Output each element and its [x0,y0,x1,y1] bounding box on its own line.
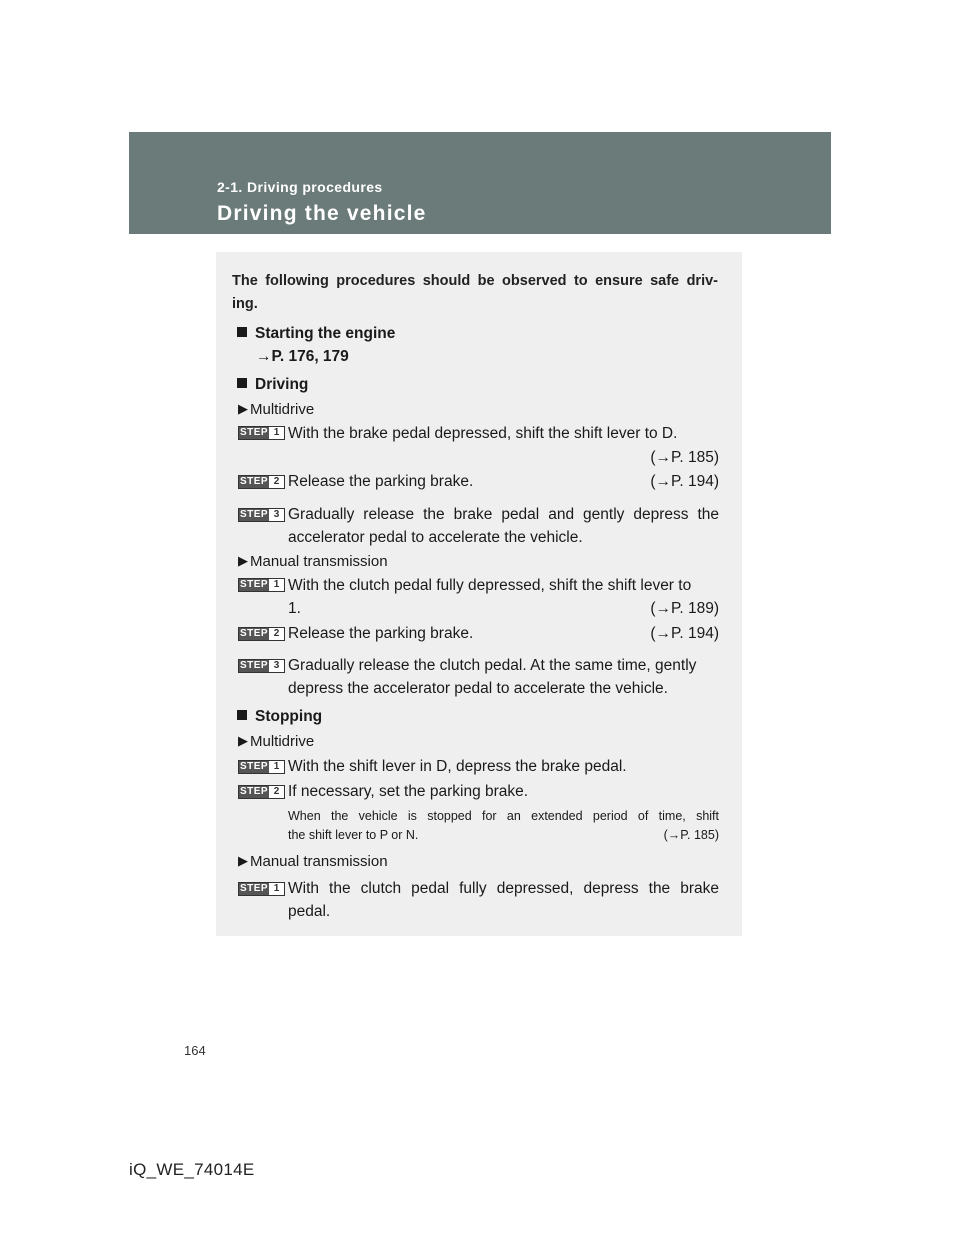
step-badge-label: STEP [239,509,269,520]
step-text: Release the parking brake. [288,473,474,490]
procedure-box [216,252,742,936]
triangle-bullet-icon: ▶ [238,401,248,416]
square-bullet-icon [237,710,247,720]
note-text: the shift lever to P or N. [288,828,419,842]
step-text: If necessary, set the parking brake. [288,783,529,800]
step-badge-number: 2 [269,628,284,640]
step-badge-label: STEP [239,883,269,894]
subheading-stopping-multidrive [238,733,314,750]
step-badge-label: STEP [239,761,269,772]
note-text: When the vehicle is stopped for an extended period of time, shift [288,809,719,823]
step-badge [238,760,285,774]
document-id: iQ_WE_74014E [129,1160,255,1179]
subheading-driving-multidrive [238,401,314,418]
step-badge-number: 1 [269,427,284,439]
intro-line-1: The following procedures should be observed to ensure safe driv- [232,273,718,289]
step-badge-label: STEP [239,786,269,797]
step-badge [238,627,285,641]
step-badge-number: 3 [269,509,284,521]
step-badge-label: STEP [239,476,269,487]
step-text: With the clutch pedal fully depressed, depress the brake [288,880,719,897]
step-text: With the clutch pedal fully depressed, shift the shift lever to [288,577,692,594]
intro-line-2: ing. [232,296,258,312]
step-text: 1. [288,600,301,617]
step-badge [238,785,285,799]
step-badge [238,882,285,896]
subheading-driving-manual-text: Manual transmission [250,553,388,570]
step-badge [238,475,285,489]
step-badge [238,578,285,592]
step-badge-label: STEP [239,660,269,671]
step-text: depress the accelerator pedal to accelerate the vehicle. [288,680,668,697]
step-badge-number: 2 [269,476,284,488]
heading-driving-text: Driving [255,376,309,393]
page-reference-link[interactable]: (→P. 189) [650,600,719,617]
page-title: Driving the vehicle [217,202,427,225]
step-text: Release the parking brake. [288,625,474,642]
link-starting-engine-ref[interactable]: →P. 176, 179 [256,348,349,365]
subheading-stopping-manual [238,853,388,870]
subheading-stopping-multidrive-text: Multidrive [250,733,315,750]
step-badge-label: STEP [239,579,269,590]
page-number: 164 [184,1043,206,1058]
step-badge [238,508,285,522]
subheading-stopping-manual-text: Manual transmission [250,853,388,870]
heading-stopping [237,708,322,726]
step-badge-number: 1 [269,579,284,591]
triangle-bullet-icon: ▶ [238,853,248,868]
step-badge-label: STEP [239,628,269,639]
heading-starting-engine [237,325,395,343]
page-reference-link[interactable]: (→P. 194) [650,625,719,642]
step-text: Gradually release the clutch pedal. At the same time, gently [288,657,697,674]
square-bullet-icon [237,378,247,388]
section-label: 2-1. Driving procedures [217,179,383,195]
section-header-bar [129,132,831,234]
heading-starting-engine-text: Starting the engine [255,325,396,342]
step-badge [238,659,285,673]
step-text: Gradually release the brake pedal and gently depress the [288,506,719,523]
step-text: With the shift lever in D, depress the brake pedal. [288,758,627,775]
triangle-bullet-icon: ▶ [238,733,248,748]
step-badge [238,426,285,440]
heading-stopping-text: Stopping [255,708,323,725]
step-badge-number: 3 [269,660,284,672]
page-reference-link[interactable]: (→P. 185) [663,828,719,842]
step-text: pedal. [288,903,331,920]
page-reference-link[interactable]: (→P. 185) [650,449,719,466]
page-reference-link[interactable]: (→P. 194) [650,473,719,490]
square-bullet-icon [237,327,247,337]
subheading-driving-multidrive-text: Multidrive [250,401,315,418]
step-badge-label: STEP [239,427,269,438]
step-badge-number: 1 [269,883,284,895]
triangle-bullet-icon: ▶ [238,553,248,568]
step-text: With the brake pedal depressed, shift the shift lever to D. [288,425,678,442]
subheading-driving-manual [238,553,388,570]
step-badge-number: 1 [269,761,284,773]
step-badge-number: 2 [269,786,284,798]
step-text: accelerator pedal to accelerate the vehicle. [288,529,583,546]
heading-driving [237,376,308,394]
